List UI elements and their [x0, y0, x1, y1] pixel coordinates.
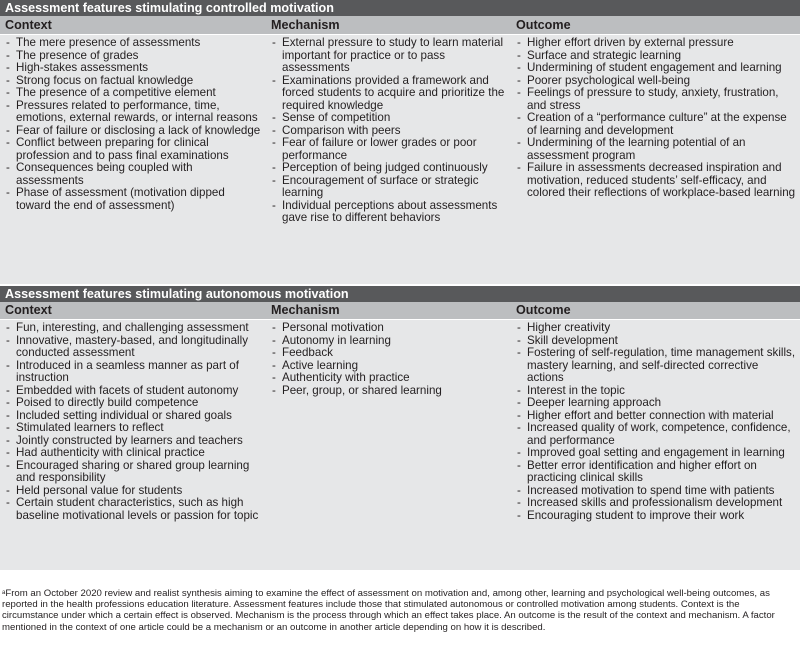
list-item: - The mere presence of assessments [0, 37, 266, 50]
mechanism-cell [266, 320, 511, 570]
list-item: - Improved goal setting and engagement in learning [511, 447, 800, 460]
list-item: - Conflict between preparing for clinical profession and to pass final examinations [0, 137, 266, 162]
list-item: - Active learning [266, 360, 511, 373]
list-item: - High-stakes assessments [0, 62, 266, 75]
list-item: - Interest in the topic [511, 385, 800, 398]
list-item: - Fear of failure or disclosing a lack of knowledge [0, 125, 266, 138]
list-item: - Individual perceptions about assessments gave rise to different behaviors [266, 200, 511, 225]
list-item: - The presence of grades [0, 50, 266, 63]
list-item: - Higher effort and better connection with material [511, 410, 800, 423]
list-item: - Authenticity with practice [266, 372, 511, 385]
list-item: - Better error identification and higher effort on practicing clinical skills [511, 460, 800, 485]
mechanism-header: Mechanism [271, 18, 340, 32]
context-cell [0, 320, 266, 570]
list-item: - Phase of assessment (motivation dipped toward the end of assessment) [0, 187, 266, 212]
controlled-motivation-section [0, 0, 800, 284]
list-item: - Stimulated learners to reflect [0, 422, 266, 435]
outcome-list [511, 320, 800, 522]
autonomous-motivation-section [0, 284, 800, 570]
mechanism-list [266, 35, 511, 225]
section-title: Assessment features stimulating controlled motivation [0, 0, 800, 16]
list-item: - Fostering of self-regulation, time management skills, mastery learning, and self-directed corrective actions [511, 347, 800, 385]
outcome-list [511, 35, 800, 200]
list-item: - Included setting individual or shared goals [0, 410, 266, 423]
list-item: - Innovative, mastery-based, and longitudinally conducted assessment [0, 335, 266, 360]
list-item: - Increased quality of work, competence, confidence, and performance [511, 422, 800, 447]
footnote-text: From an October 2020 review and realist synthesis aiming to examine the effect of assessment on motivation and, among other, learning and psychological well-being outcomes, as reported in the health professions education literature. Assessment features include those that stimulated autonomous or controlled motivation among students. Context is the circumstance under which a certain effect is observed. Mechanism is the process through which an effect takes place. An outcome is the result of the context and mechanism. A factor mentioned in the context of one article could be a mechanism or an outcome in another article depending on how it is described. [2, 588, 775, 633]
table-body-row [0, 34, 800, 284]
list-item: - Failure in assessments decreased inspiration and motivation, reduced students’ self-efficacy, and colored their reflections of workplace-based learning [511, 162, 800, 200]
list-item: - Consequences being coupled with assessments [0, 162, 266, 187]
list-item: - Had authenticity with clinical practice [0, 447, 266, 460]
list-item: - Jointly constructed by learners and teachers [0, 435, 266, 448]
list-item: - Poorer psychological well-being [511, 75, 800, 88]
list-item: - Examinations provided a framework and forced students to acquire and prioritize the required knowledge [266, 75, 511, 113]
list-item: - Fear of failure or lower grades or poor performance [266, 137, 511, 162]
outcome-cell [511, 35, 800, 284]
list-item: - Personal motivation [266, 322, 511, 335]
list-item: - Fun, interesting, and challenging assessment [0, 322, 266, 335]
table-body-row [0, 319, 800, 570]
list-item: - Feelings of pressure to study, anxiety, frustration, and stress [511, 87, 800, 112]
outcome-cell [511, 320, 800, 570]
table-footnote [0, 570, 800, 633]
list-item: - Introduced in a seamless manner as part of instruction [0, 360, 266, 385]
mechanism-list [266, 320, 511, 397]
list-item: - Deeper learning approach [511, 397, 800, 410]
mechanism-header: Mechanism [271, 303, 340, 317]
list-item: - Surface and strategic learning [511, 50, 800, 63]
list-item: - Creation of a “performance culture” at the expense of learning and development [511, 112, 800, 137]
context-cell [0, 35, 266, 284]
context-header: Context [5, 18, 52, 32]
list-item: - Feedback [266, 347, 511, 360]
list-item: - The presence of a competitive element [0, 87, 266, 100]
list-item: - Sense of competition [266, 112, 511, 125]
outcome-header: Outcome [516, 303, 571, 317]
list-item: - Encouraged sharing or shared group learning and responsibility [0, 460, 266, 485]
list-item: - External pressure to study to learn material important for practice or to pass assessments [266, 37, 511, 75]
list-item: - Held personal value for students [0, 485, 266, 498]
list-item: - Certain student characteristics, such as high baseline motivational levels or passion for topic [0, 497, 266, 522]
context-header: Context [5, 303, 52, 317]
column-header-row [0, 302, 800, 319]
list-item: - Autonomy in learning [266, 335, 511, 348]
list-item: - Skill development [511, 335, 800, 348]
list-item: - Comparison with peers [266, 125, 511, 138]
list-item: - Higher creativity [511, 322, 800, 335]
context-list [0, 35, 266, 212]
mechanism-cell [266, 35, 511, 284]
list-item: - Encouraging student to improve their work [511, 510, 800, 523]
list-item: - Encouragement of surface or strategic learning [266, 175, 511, 200]
column-header-row [0, 16, 800, 34]
list-item: - Undermining of the learning potential of an assessment program [511, 137, 800, 162]
list-item: - Strong focus on factual knowledge [0, 75, 266, 88]
footnote-marker: a [2, 590, 6, 596]
list-item: - Poised to directly build competence [0, 397, 266, 410]
list-item: - Undermining of student engagement and learning [511, 62, 800, 75]
list-item: - Pressures related to performance, time, emotions, external rewards, or internal reasons [0, 100, 266, 125]
section-title: Assessment features stimulating autonomous motivation [0, 284, 800, 302]
list-item: - Embedded with facets of student autonomy [0, 385, 266, 398]
list-item: - Increased skills and professionalism development [511, 497, 800, 510]
outcome-header: Outcome [516, 18, 571, 32]
context-list [0, 320, 266, 522]
list-item: - Perception of being judged continuously [266, 162, 511, 175]
list-item: - Higher effort driven by external pressure [511, 37, 800, 50]
list-item: - Increased motivation to spend time with patients [511, 485, 800, 498]
list-item: - Peer, group, or shared learning [266, 385, 511, 398]
